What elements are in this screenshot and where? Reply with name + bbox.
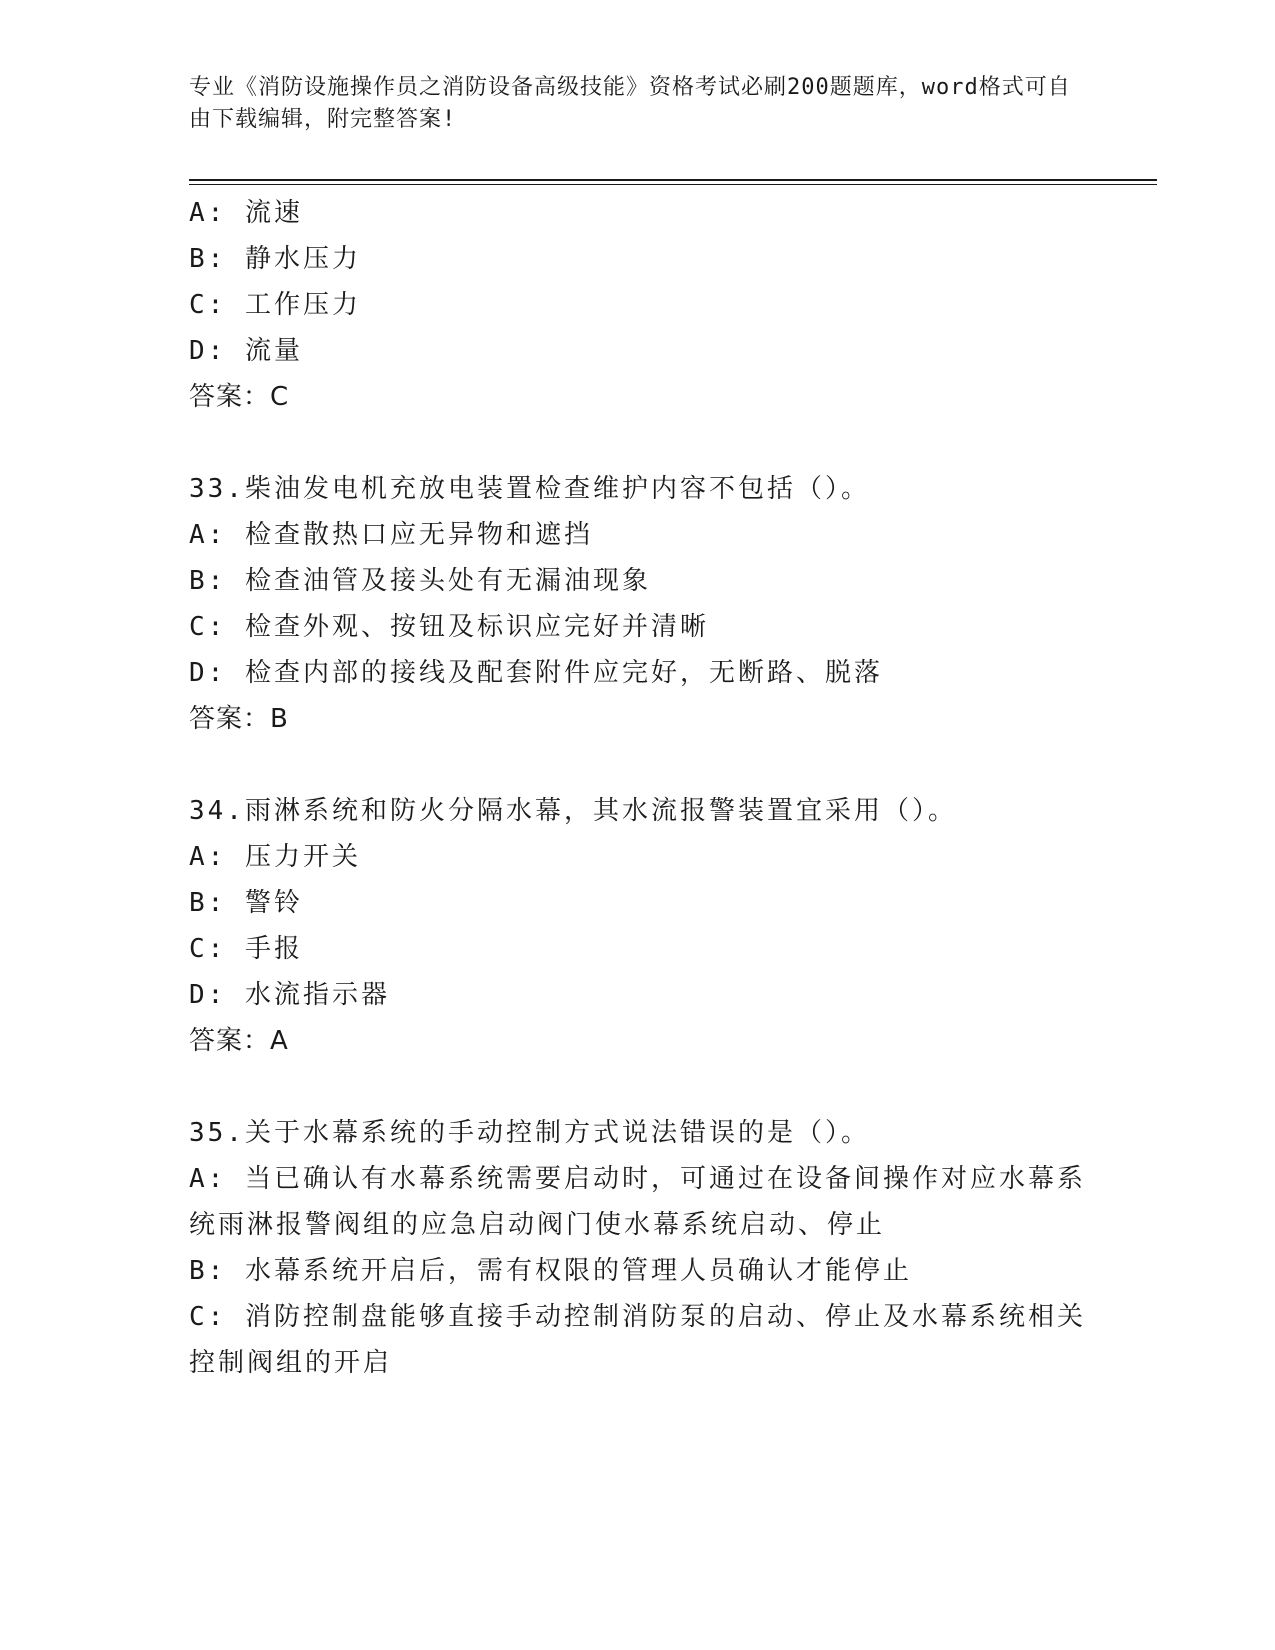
question-stem: 34.雨淋系统和防火分隔水幕，其水流报警装置宜采用（）。 — [189, 796, 957, 826]
question-stem: 35.关于水幕系统的手动控制方式说法错误的是（）。 — [189, 1118, 870, 1148]
question-list — [189, 190, 1089, 1386]
question-block-34 — [189, 788, 1089, 1064]
option-c: C: 工作压力 — [189, 290, 361, 320]
option-b: B: 水幕系统开启后，需有权限的管理人员确认才能停止 — [189, 1256, 912, 1286]
header-divider-thin — [189, 184, 1157, 185]
option-a: A: 当已确认有水幕系统需要启动时，可通过在设备间操作对应水幕系统雨淋报警阀组的应急启动阀门使水幕系统启动、停止 — [189, 1164, 1086, 1240]
question-block-35 — [189, 1110, 1089, 1386]
question-block-33 — [189, 466, 1089, 742]
option-d: D: 水流指示器 — [189, 980, 390, 1010]
option-b: B: 静水压力 — [189, 244, 361, 274]
option-c: C: 检查外观、按钮及标识应完好并清晰 — [189, 612, 709, 642]
answer-label: 答案：B — [189, 704, 289, 734]
option-c: C: 消防控制盘能够直接手动控制消防泵的启动、停止及水幕系统相关控制阀组的开启 — [189, 1302, 1086, 1378]
option-c: C: 手报 — [189, 934, 303, 964]
spacer — [189, 1064, 1089, 1110]
spacer — [189, 742, 1089, 788]
option-a: A: 流速 — [189, 198, 303, 228]
question-block-prev — [189, 190, 1089, 420]
spacer — [189, 420, 1089, 466]
option-a: A: 压力开关 — [189, 842, 361, 872]
option-b: B: 检查油管及接头处有无漏油现象 — [189, 566, 651, 596]
option-d: D: 检查内部的接线及配套附件应完好，无断路、脱落 — [189, 658, 883, 688]
answer-label: 答案：C — [189, 382, 290, 412]
document-header: 专业《消防设施操作员之消防设备高级技能》资格考试必刷200题题库，word格式可自由下载编辑，附完整答案! — [189, 75, 1071, 132]
option-a: A: 检查散热口应无异物和遮挡 — [189, 520, 593, 550]
header-divider-thick — [189, 179, 1157, 181]
option-b: B: 警铃 — [189, 888, 303, 918]
question-stem: 33.柴油发电机充放电装置检查维护内容不包括（）。 — [189, 474, 870, 504]
answer-label: 答案：A — [189, 1026, 289, 1056]
option-d: D: 流量 — [189, 336, 303, 366]
